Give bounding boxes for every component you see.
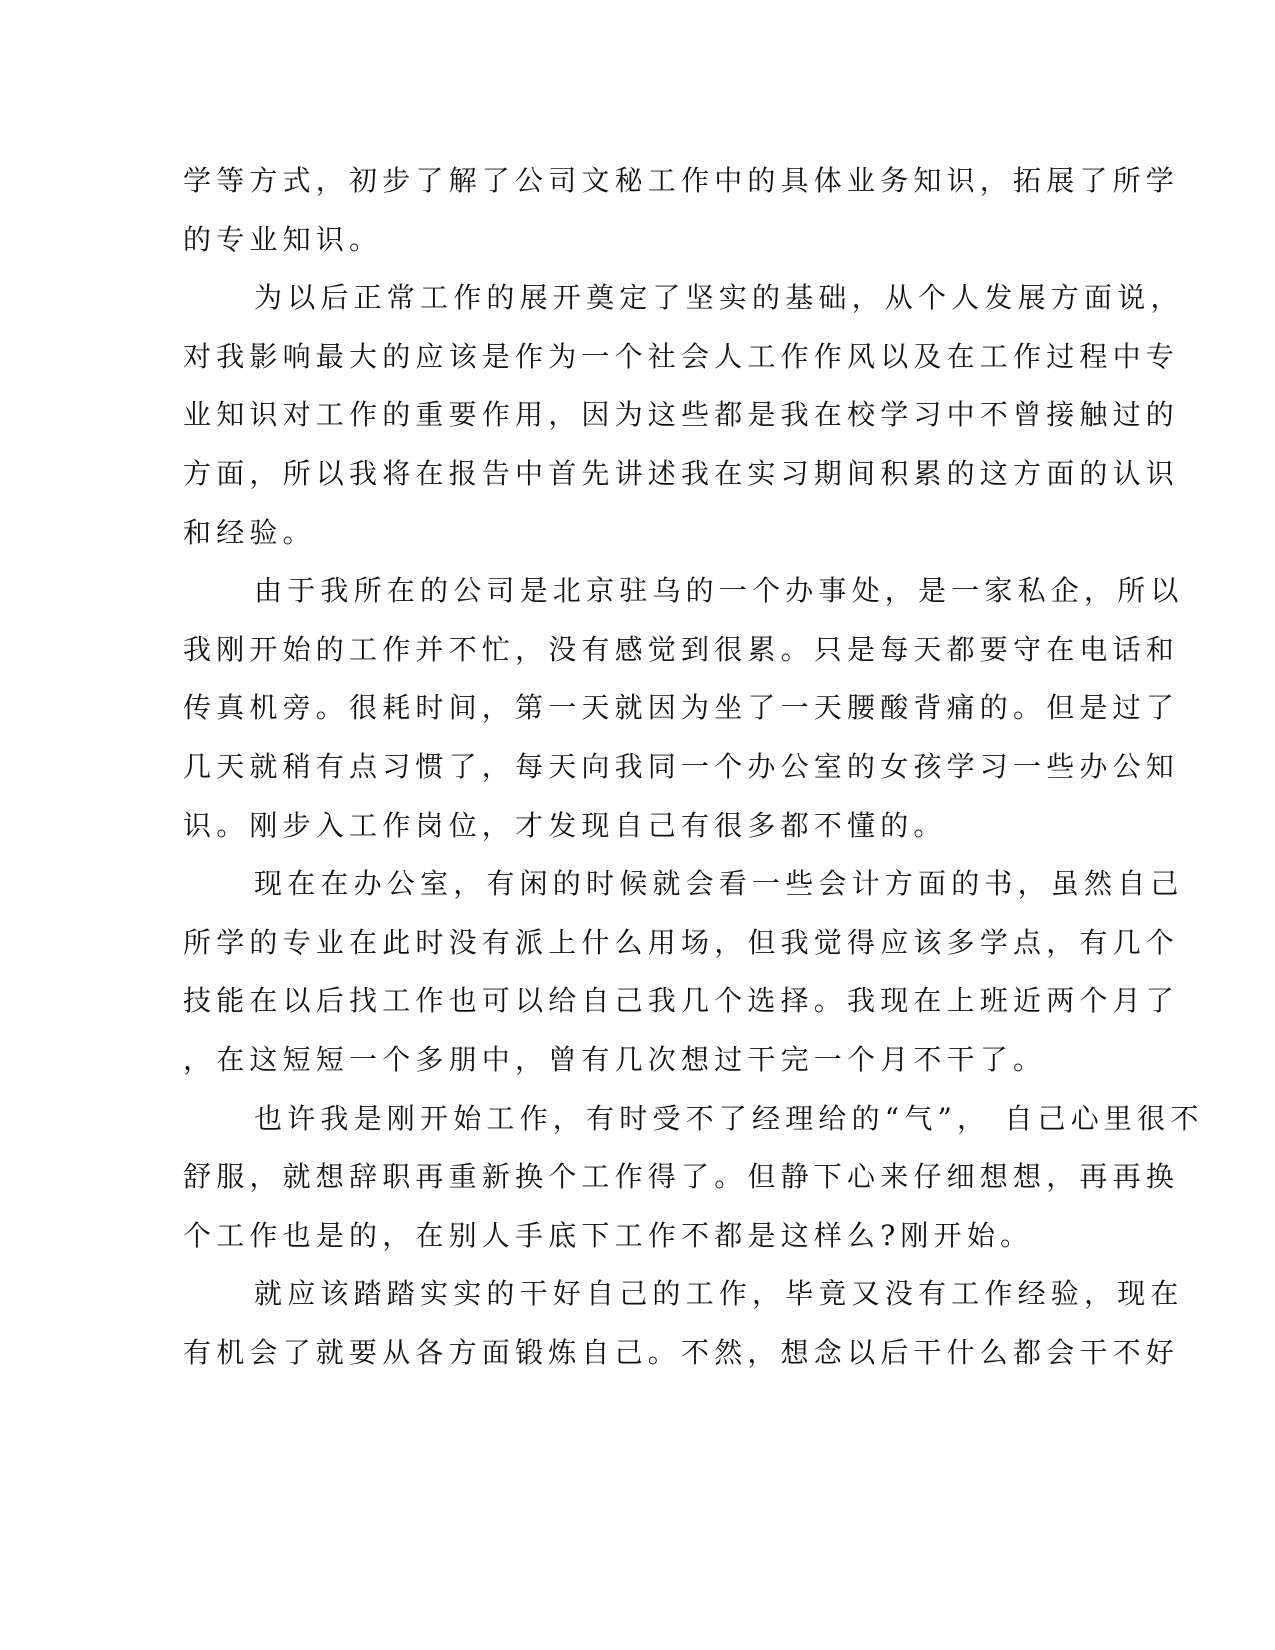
text-line: 技能在以后找工作也可以给自己我几个选择。我现在上班近两个月了 [183,984,1180,1018]
text-line: 所学的专业在此时没有派上什么用场，但我觉得应该多学点，有几个 [183,925,1180,959]
paragraph-start-line: 就应该踏踏实实的干好自己的工作，毕竟又没有工作经验，现在 [254,1277,1184,1311]
text-line: ，在这短短一个多朋中，曾有几次想过干完一个月不干了。 [183,1042,1047,1076]
text-line: 的专业知识。 [183,222,383,256]
document-body [183,152,1204,1382]
text-line: 识。刚步入工作岗位，才发现自己有很多都不懂的。 [183,808,947,842]
text-line: 和经验。 [183,515,316,549]
text-line: 个工作也是的，在别人手底下工作不都是这样么?刚开始。 [183,1218,1034,1252]
text-line: 舒服，就想辞职再重新换个工作得了。但静下心来仔细想想，再再换 [183,1160,1180,1194]
paragraph-start-line: 由于我所在的公司是北京驻乌的一个办事处，是一家私企，所以 [254,574,1184,608]
paragraph-start-line: 为以后正常工作的展开奠定了坚实的基础，从个人发展方面说， [254,281,1184,315]
paragraph-start-line: 现在在办公室，有闲的时候就会看一些会计方面的书，虽然自己 [254,867,1184,901]
text-line: 方面，所以我将在报告中首先讲述我在实习期间积累的这方面的认识 [183,456,1180,490]
text-line: 业知识对工作的重要作用，因为这些都是我在校学习中不曾接触过的 [183,398,1180,432]
text-line: 对我影响最大的应该是作为一个社会人工作作风以及在工作过程中专 [183,339,1180,373]
paragraph-start-line: 也许我是刚开始工作，有时受不了经理给的“气”， 自己心里很不 [254,1101,1204,1135]
text-line: 传真机旁。很耗时间，第一天就因为坐了一天腰酸背痛的。但是过了 [183,691,1180,725]
text-line: 学等方式，初步了解了公司文秘工作中的具体业务知识，拓展了所学 [183,164,1180,197]
text-line: 有机会了就要从各方面锻炼自己。不然，想念以后干什么都会干不好 [183,1335,1180,1369]
text-line: 我刚开始的工作并不忙，没有感觉到很累。只是每天都要守在电话和 [183,632,1180,666]
text-line: 几天就稍有点习惯了，每天向我同一个办公室的女孩学习一些办公知 [183,749,1180,783]
